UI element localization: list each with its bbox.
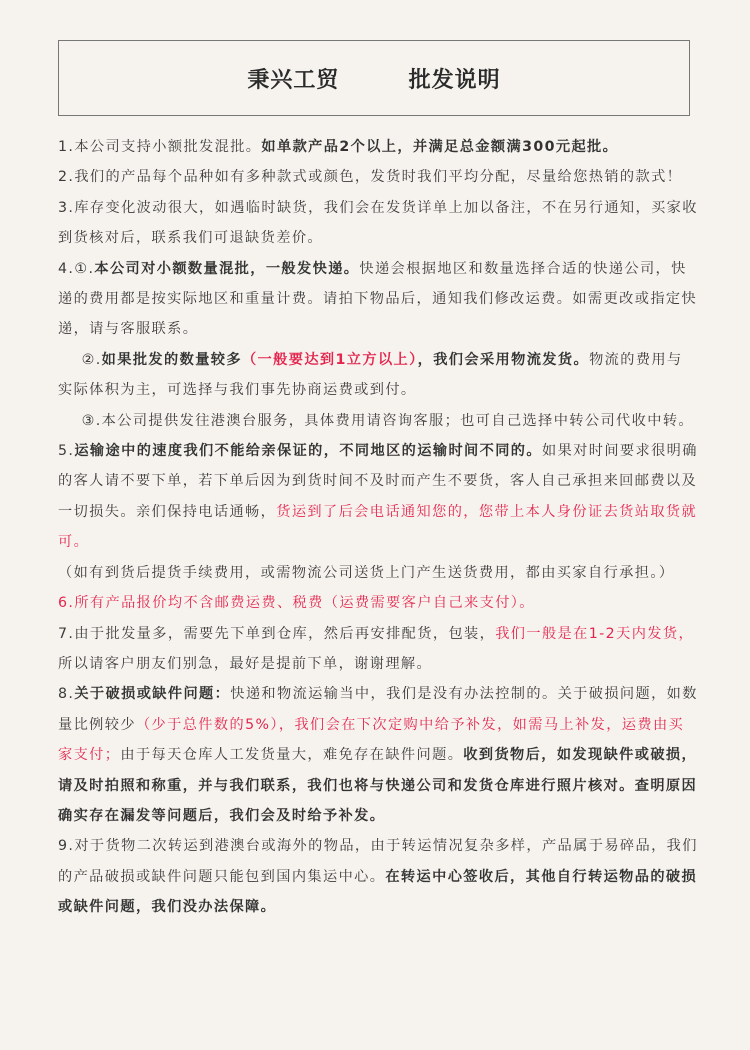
rule-text: （一般要达到1立方以上） <box>241 351 418 368</box>
rule-text: 收到货物后，如发现缺件或破损，请及时拍照和称重，并与我们联系，我们也将与快递公司和发货仓库进行照片核对。查明原因确实存在漏发等问题后，我们会及时给予补发。 <box>58 747 698 824</box>
rule-text: ②. <box>58 351 102 368</box>
rule-text: 货运到了后会电话通知您的，您带上本人身份证去货站取货就可。 <box>58 503 698 551</box>
rule-text: 关于破损或缺件问题： <box>74 686 231 703</box>
rule-text: 在转运中心签收后，其他自行转运物品的破损或缺件问题，我们没办法保障。 <box>58 868 698 916</box>
rule-text: 1.本公司支持小额批发混批。 <box>58 139 262 155</box>
rule-text: 运输途中的速度我们不能给亲保证的，不同地区的运输时间不同的。 <box>74 443 542 460</box>
rule-text: 如单款产品2个以上，并满足总金额满300元起批。 <box>261 139 619 155</box>
rule-text: 如果批发的数量较多 <box>101 351 242 368</box>
rule-text: 物流的费用与实际体积为主，可选择与我们事先协商运费或到付。 <box>58 351 683 399</box>
rule-item <box>58 406 698 436</box>
rule-text: 如果对时间要求很明确的客人请不要下单，若下单后因为到货时间不及时而产生不要货，客人自己承担来回邮费以及一切损失。亲们保持电话通畅， <box>58 443 698 520</box>
rule-text: （如有到货后提货手续费用，或需物流公司送货上门产生送货费用，都由买家自行承担。） <box>58 564 675 581</box>
rule-item <box>58 132 698 162</box>
rule-item <box>58 831 698 922</box>
rules-list <box>58 132 698 923</box>
rule-text: 我们一般是在1-2天内发货， <box>495 625 695 642</box>
rule-text: 本公司对小额数量混批，一般发快递。 <box>94 260 360 277</box>
rule-text: 2.我们的产品每个品种如有多种款式或颜色，发货时我们平均分配，尽量给您热销的款式！ <box>58 169 683 186</box>
rule-item <box>58 193 698 254</box>
rule-text: 快递会根据地区和数量选择合适的快递公司，快递的费用都是按实际地区和重量计费。请拍下物品后，通知我们修改运费。如需更改或指定快递，请与客服联系。 <box>58 260 698 338</box>
rule-text: 5. <box>58 443 75 460</box>
rule-item <box>58 619 698 680</box>
title-box <box>58 40 690 116</box>
rule-text: （少于总件数的5%），我们会在下次定购中给予补发，如需马上补发，运费由买家支付； <box>58 716 685 764</box>
rule-item <box>58 345 698 406</box>
rule-item <box>58 162 698 192</box>
rule-text: 3.库存变化波动很大，如遇临时缺货，我们会在发货详单上加以备注，不在另行通知，买家收到货核对后，联系我们可退缺货差价。 <box>58 199 698 247</box>
rule-text: ，我们会采用物流发货。 <box>417 351 590 368</box>
rule-text: 8. <box>58 686 75 703</box>
rule-text: 4.①. <box>58 260 95 277</box>
rule-text: 6.所有产品报价均不含邮费运费、税费（运费需要客户自己来支付）。 <box>58 595 535 612</box>
rule-item <box>58 679 698 831</box>
rule-item <box>58 588 698 618</box>
rule-text: 由于每天仓库人工发货量大，难免存在缺件问题。 <box>120 747 464 764</box>
rule-item <box>58 254 698 345</box>
rule-text: 快递和物流运输当中，我们是没有办法控制的。关于破损问题，如数量比例较少 <box>58 686 698 733</box>
page-title: 秉兴工贸 批发说明 <box>247 67 501 93</box>
rule-item <box>58 436 698 588</box>
rule-text: 所以请客户朋友们别急，最好是提前下单，谢谢理解。 <box>58 655 433 672</box>
rule-text: ③.本公司提供发往港澳台服务，具体费用请咨询客服；也可自己选择中转公司代收中转。 <box>58 412 694 429</box>
rule-text: 9.对于货物二次转运到港澳台或海外的物品，由于转运情况复杂多样，产品属于易碎品，我们的产品破损或缺件问题只能包到国内集运中心。 <box>58 838 698 885</box>
rule-text: 7.由于批发量多，需要先下单到仓库，然后再安排配货，包装， <box>58 625 496 642</box>
